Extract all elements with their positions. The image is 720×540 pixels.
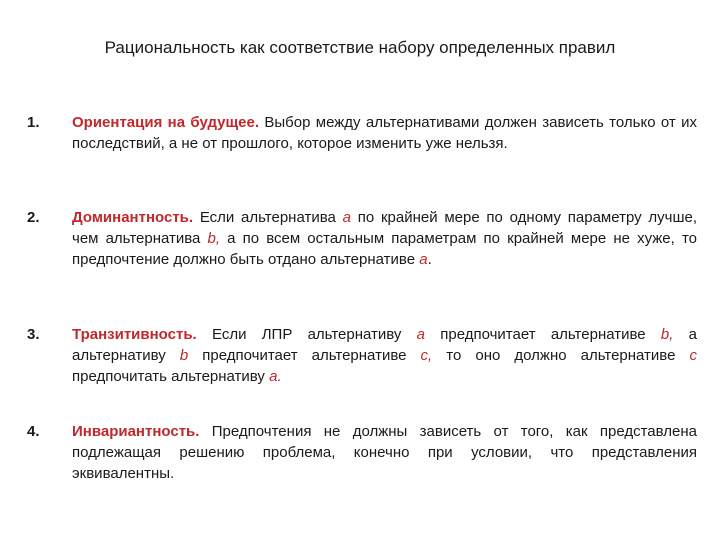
rule-number: 4. [27,423,40,440]
rule-term: Транзитивность. [72,326,197,343]
slide-title: Рациональность как соответствие набору определенных правил [104,38,616,57]
rule-number: 3. [27,326,40,343]
rule-term: Ориентация на будущее. [72,114,260,131]
rule-text: Транзитивность. Если ЛПР альтернативу a предпочитает альтернативе b, а альтернативу b предпочитает альтернативе c, то оно должно альтернативе c предпочитать альтернативу a. [72,326,697,385]
rule-text: Инвариантность. Предпочтения не должны зависеть от того, как представлена подлежащая решению проблема, конечно при условии, что представления эквивалентны. [72,423,697,482]
rule-text: Доминантность. Если альтернатива a по крайней мере по одному параметру лучше, чем альтернатива b, а по всем остальным параметрам по крайней мере не хуже, то предпочтение должно быть отдано альтернативе a. [72,209,697,268]
rule-term: Инвариантность. [72,423,200,440]
rule-number: 2. [27,209,40,226]
rule-term: Доминантность. [72,209,194,226]
rule-number: 1. [27,114,40,131]
rule-text: Ориентация на будущее. Выбор между альтернативами должен зависеть только от их последствий, а не от прошлого, которое изменить уже нельзя. [72,114,697,152]
